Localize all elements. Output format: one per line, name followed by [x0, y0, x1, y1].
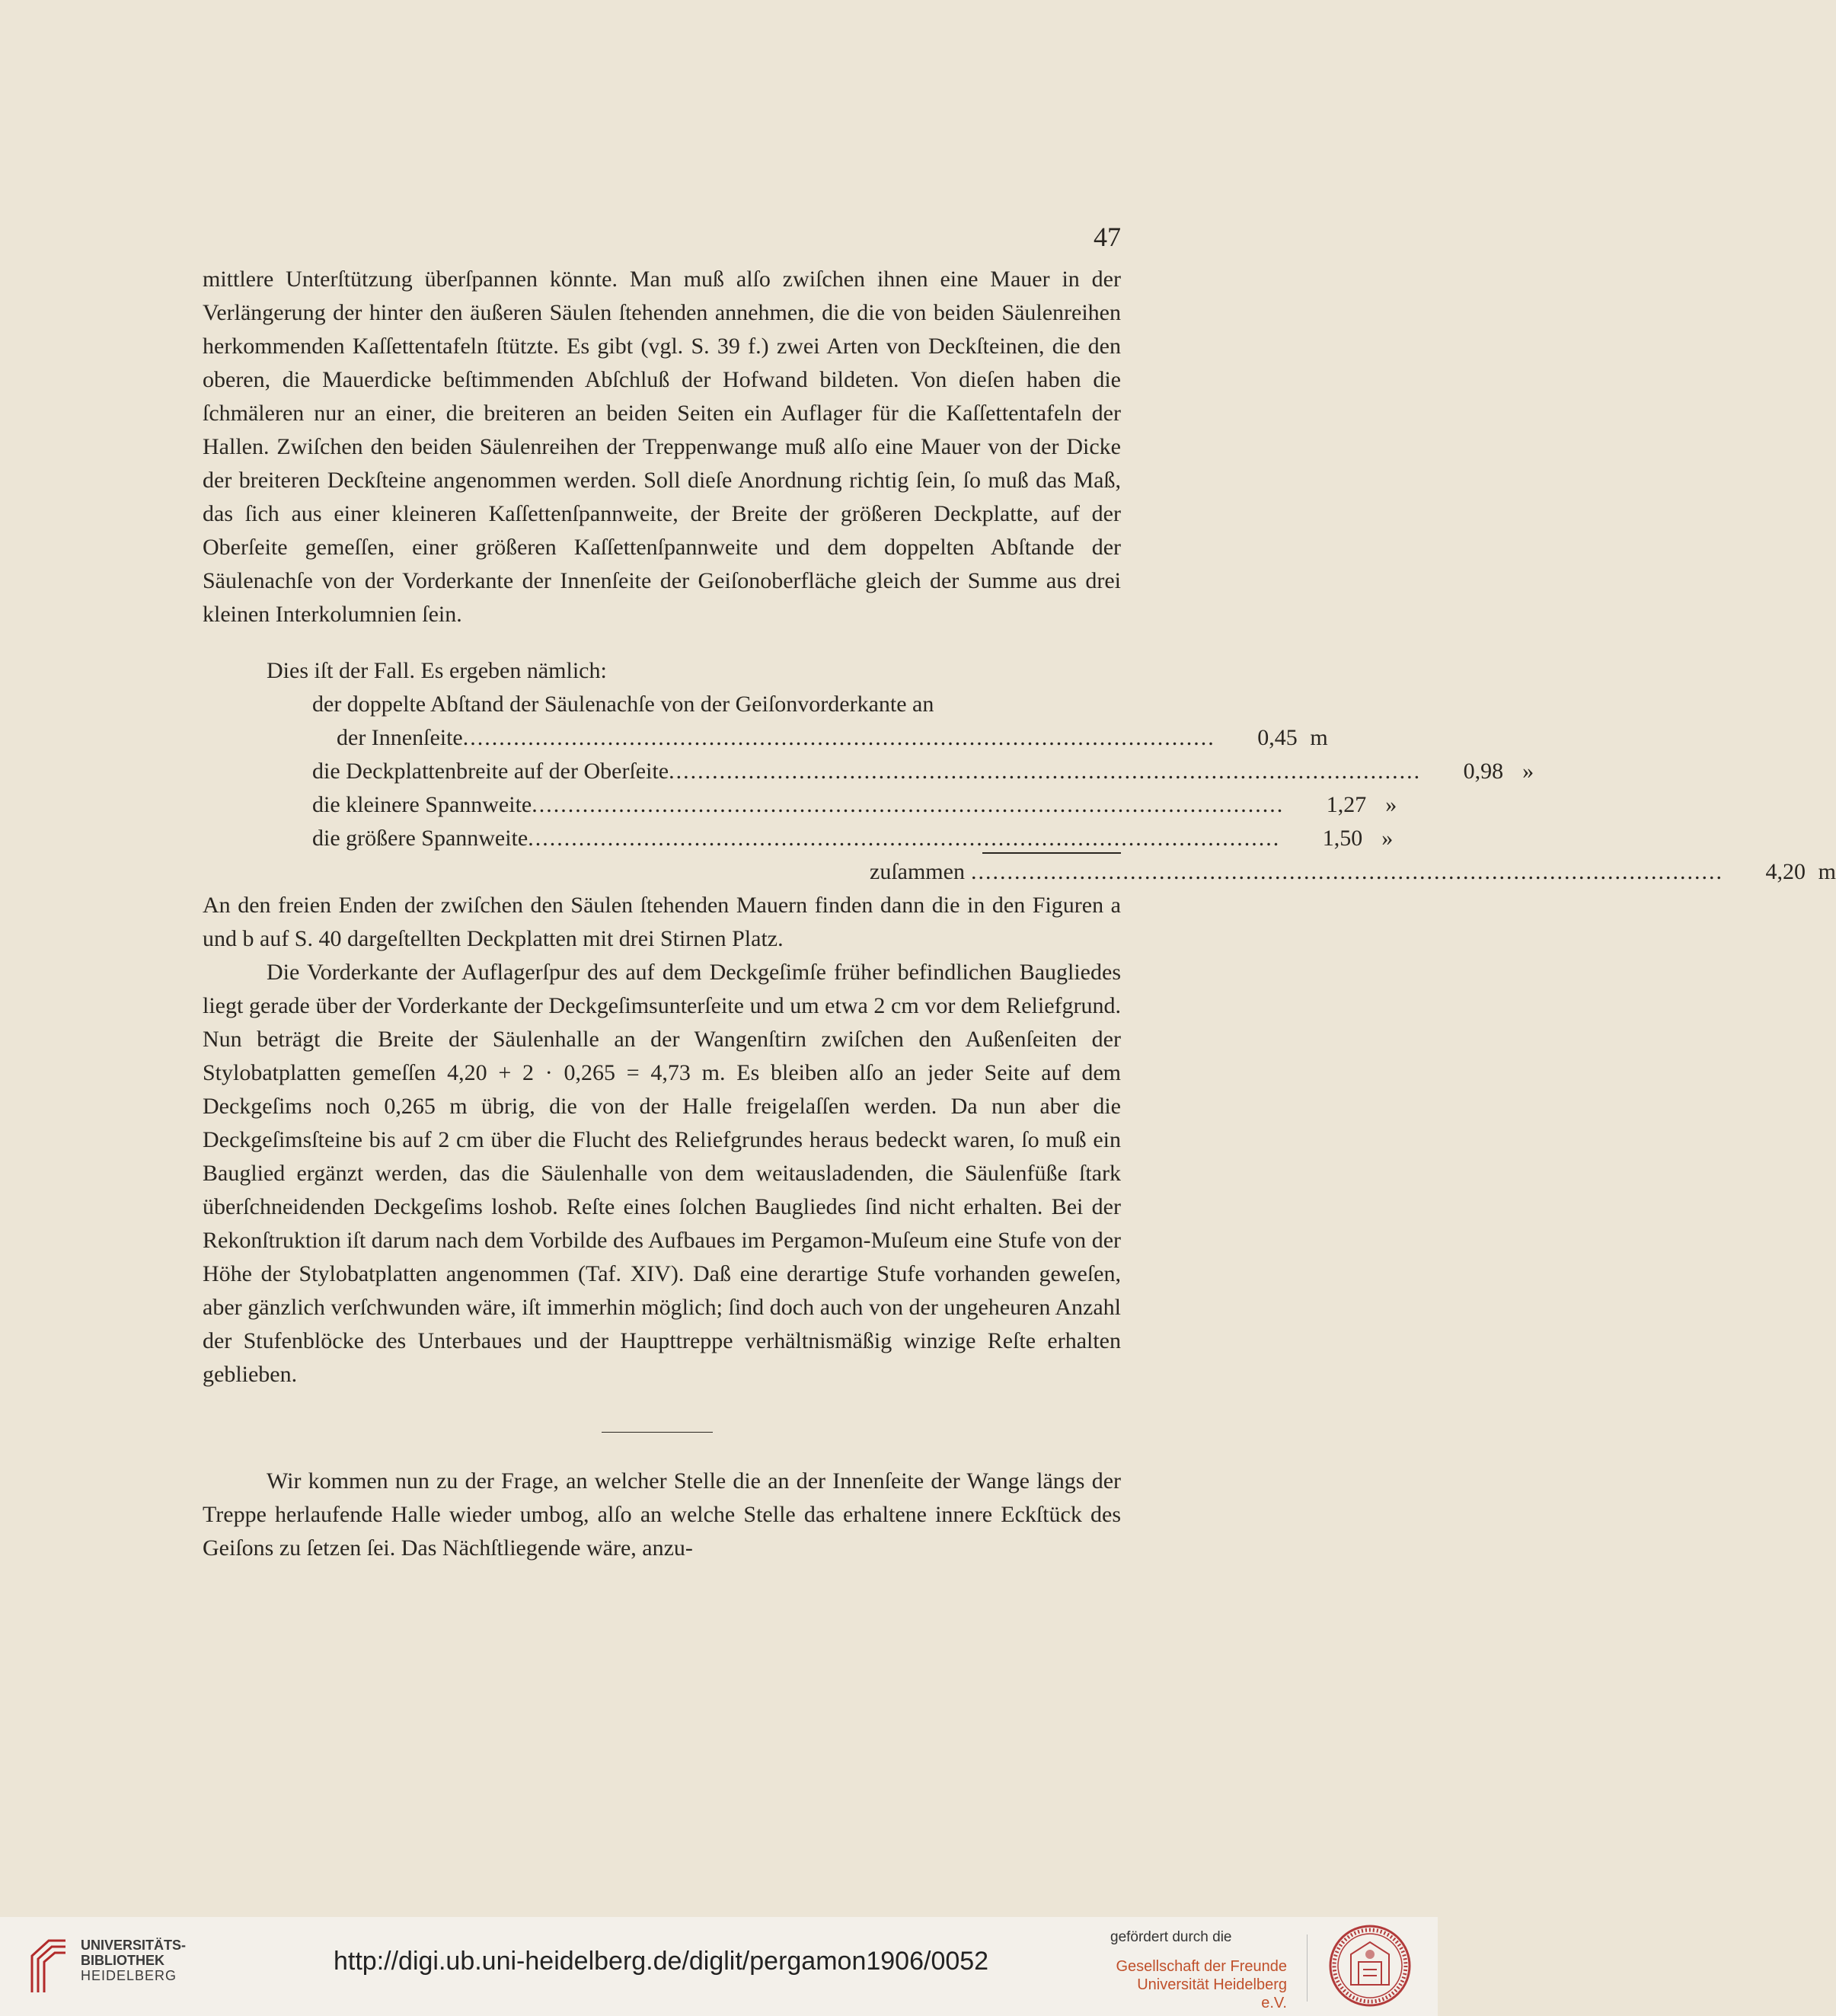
university-seal-icon — [1328, 1924, 1412, 2008]
body-paragraph-4 — [203, 956, 1121, 1391]
calc-row — [203, 822, 1394, 855]
library-name-line: UNIVERSITÄTS- — [81, 1938, 187, 1953]
leader-dots: ........................................................................................................ — [532, 792, 1285, 817]
library-name-line: HEIDELBERG — [81, 1968, 177, 1983]
library-name — [81, 1938, 186, 1983]
body-paragraph-5 — [203, 1465, 1121, 1565]
page-number: 47 — [1094, 222, 1121, 252]
calc-row-unit: » — [1385, 792, 1397, 817]
calc-total-label: zuſammen — [870, 859, 965, 884]
calc-row-label: die größere Spannweite — [312, 826, 528, 851]
leader-dots: ........................................................................................................ — [528, 826, 1281, 851]
society-name-line: Universität Heidelberg e.V. — [1137, 1976, 1287, 2011]
calc-row-unit: » — [1522, 759, 1534, 784]
calc-row-label: die kleinere Spannweite — [312, 792, 532, 817]
section-divider — [602, 1432, 713, 1433]
calc-row-value: 0,98 — [1463, 759, 1504, 784]
paragraph-text: An den freien Enden der zwiſchen den Säulen ſtehenden Mauern finden dann die in den Figuren a und b auf S. 40 dargeſtellten Deckplatten mit drei Stirnen Platz. — [203, 893, 1121, 951]
paragraph-text: Dies iſt der Fall. Es ergeben nämlich: — [267, 658, 607, 683]
library-name-line: BIBLIOTHEK — [81, 1953, 164, 1968]
paragraph-text: Wir kommen nun zu der Frage, an welcher Stelle die an der Innenſeite der Wange längs der Treppe herlaufende Halle wieder umbog, alſo an welche Stelle das erhaltene innere Eckſtück des Geiſons zu ſetzen ſei. Das Nächſtliegende wäre, anzu- — [203, 1468, 1121, 1561]
body-paragraph-3 — [203, 889, 1121, 956]
calc-row — [203, 788, 1397, 822]
university-library-logo-icon — [26, 1936, 72, 1998]
calc-row-unit: » — [1381, 826, 1394, 851]
calc-total-value: 4,20 — [1765, 859, 1806, 884]
calc-row-label: die Deckplattenbreite auf der Oberſeite — [312, 759, 669, 784]
calc-row — [203, 755, 1534, 788]
leader-dots: ........................................................................................................ — [462, 725, 1215, 750]
measurement-calculation — [203, 688, 1836, 889]
calc-row — [203, 721, 1328, 755]
calc-row-label: der Innenſeite — [337, 725, 463, 750]
calc-total-row — [203, 855, 1836, 889]
sum-rule — [982, 852, 1121, 854]
body-paragraph-1 — [203, 263, 1121, 631]
society-name — [1113, 1957, 1287, 2012]
supported-by-label: gefördert durch die — [1110, 1929, 1232, 1945]
body-paragraph-2 — [203, 654, 1121, 688]
footer-divider — [1307, 1935, 1308, 2002]
paragraph-text: Die Vorderkante der Auflagerſpur des auf dem Deckgeſimſe früher befindlichen Baugliedes liegt gerade über der Vorderkante der Deckgeſimsunterſeite und um etwa 2 cm vor dem Reliefgrund. Nun beträgt die Breite der Säulenhalle an der Wangenſtirn zwiſchen den Außenſeiten der Stylobatplatten gemeſſen 4,20 + 2 · 0,265 = 4,73 m. Es bleiben alſo an jeder Seite auf dem Deckgeſims noch 0,265 m übrig, die von der Halle freigelaſſen werden. Da nun aber die Deckgeſimsſteine bis auf 2 cm über die Flucht des Reliefgrundes heraus bedeckt waren, ſo muß ein Bauglied ergänzt werden, das die Säulenhalle von dem weitausladenden, die Säulenfüße ſtark überſchneidenden Deckgeſims loshob. Reſte eines ſolchen Baugliedes ſind nicht erhalten. Bei der Rekonſtruktion iſt darum nach dem Vorbilde des Aufbaues im Pergamon-Muſeum eine Stufe von der Höhe der Stylobatplatten angenommen (Taf. XIV). Daß eine derartige Stufe vorhanden geweſen, aber gänzlich verſchwunden wäre, iſt immerhin möglich; ſind doch auch von der ungeheuren Anzahl der Stufenblöcke des Unterbaues und der Haupttreppe verhältnismäßig winzige Reſte erhalten geblieben. — [203, 960, 1121, 1387]
paragraph-text: mittlere Unterſtützung überſpannen könnte. Man muß alſo zwiſchen ihnen eine Mauer in der Verlängerung der hinter den äußeren Säulen ſtehenden annehmen, die die von beiden Säulenreihen herkommenden Kaſſettentafeln ſtützte. Es gibt (vgl. S. 39 f.) zwei Arten von Deckſteinen, die den oberen, die Mauerdicke beſtimmenden Abſchluß der Hofwand bildeten. Von dieſen haben die ſchmäleren nur an einer, die breiteren an beiden Seiten ein Auflager für die Kaſſettentafeln der Hallen. Zwiſchen den beiden Säulenreihen der Treppenwange muß alſo eine Mauer von der Dicke der breiteren Deckſteine angenommen werden. Soll dieſe Anordnung richtig ſein, ſo muß das Maß, das ſich aus einer kleineren Kaſſettenſpannweite, der Breite der größeren Deckplatte, auf der Oberſeite gemeſſen, einer größeren Kaſſettenſpannweite und dem doppelten Abſtande der Säulenachſe von der Vorderkante der Innenſeite der Geiſonoberfläche gleich der Summe aus drei kleinen Interkolumnien ſein. — [203, 267, 1121, 627]
society-name-line: Gesellschaft der Freunde — [1116, 1958, 1287, 1975]
leader-dots: ........................................................................................................ — [970, 859, 1723, 884]
calc-total-unit: m — [1818, 859, 1836, 884]
calc-row-value: 0,45 — [1257, 725, 1298, 750]
calc-row-value: 1,27 — [1326, 792, 1367, 817]
calc-row-value: 1,50 — [1322, 826, 1363, 851]
calc-row-unit: m — [1310, 725, 1328, 750]
leader-dots: ........................................................................................................ — [669, 759, 1422, 784]
calc-intro-line: der doppelte Abſtand der Säulenachſe von der Geiſonvorderkante an — [312, 692, 934, 717]
permalink-url[interactable]: http://digi.ub.uni-heidelberg.de/diglit/pergamon1906/0052 — [334, 1947, 989, 1976]
